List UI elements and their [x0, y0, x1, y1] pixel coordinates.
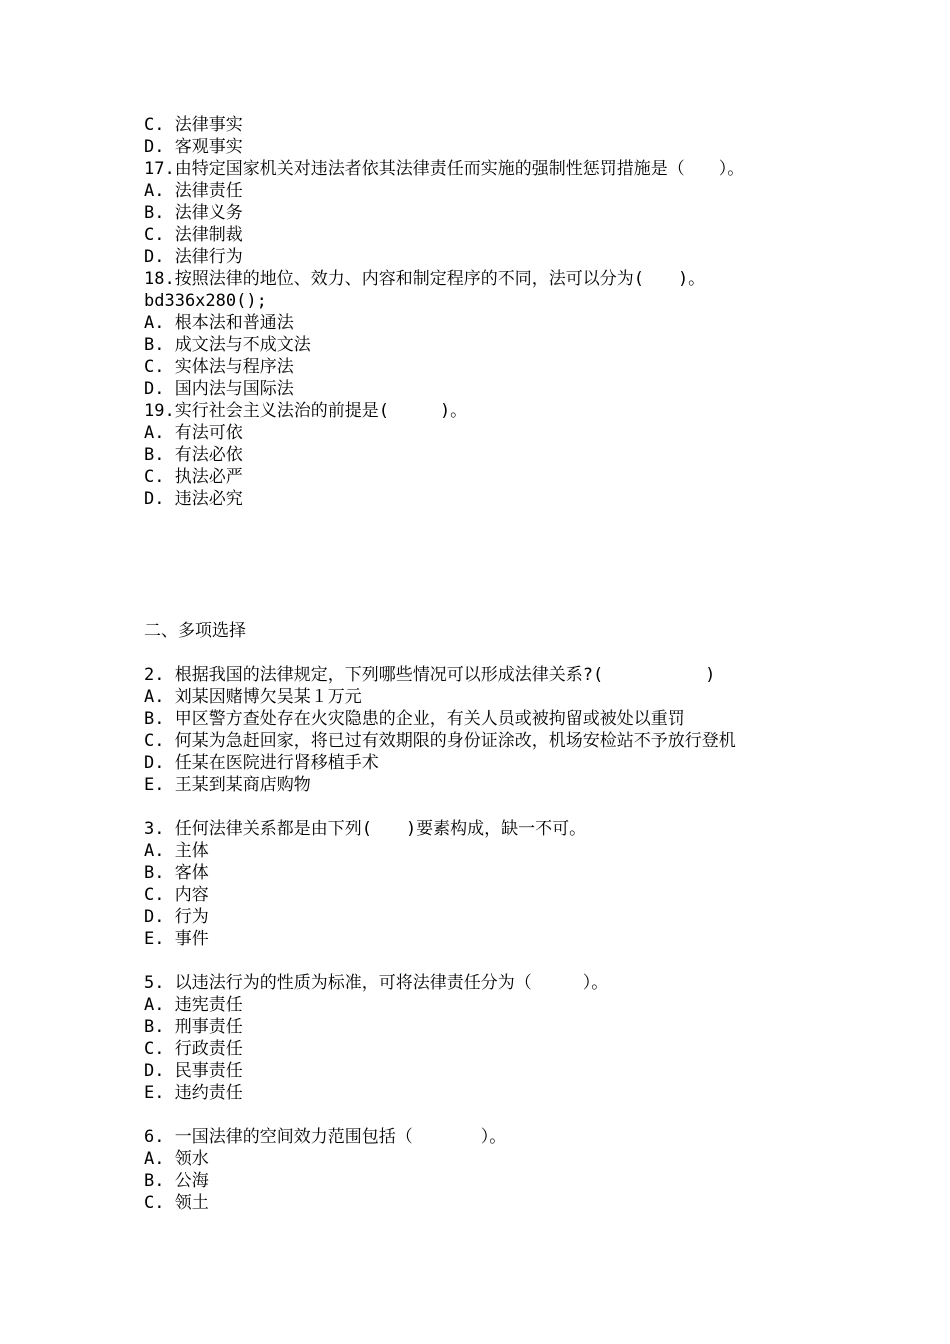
- option-item: D. 民事责任: [144, 1061, 243, 1081]
- question-stem: 3. 任何法律关系都是由下列( )要素构成，缺一不可。: [144, 819, 587, 839]
- option-c: C. 执法必严: [144, 467, 243, 487]
- option-d: D. 违法必究: [144, 489, 243, 509]
- option-a: A. 有法可依: [144, 423, 243, 443]
- option-item: D. 任某在医院进行肾移植手术: [144, 753, 379, 773]
- option-item: B. 甲区警方查处存在火灾隐患的企业，有关人员或被拘留或被处以重罚: [144, 709, 685, 729]
- question-18: [144, 268, 844, 400]
- option-item: C. 行政责任: [144, 1039, 243, 1059]
- section-title: 二、多项选择: [144, 621, 246, 641]
- multi-question: [144, 664, 844, 796]
- spacer: [144, 510, 844, 620]
- option-item: B. 刑事责任: [144, 1017, 243, 1037]
- option-item: B. 客体: [144, 863, 209, 883]
- option-item: E. 违约责任: [144, 1083, 243, 1103]
- option-item: E. 王某到某商店购物: [144, 775, 311, 795]
- option-item: E. 事件: [144, 929, 209, 949]
- question-stem: 2. 根据我国的法律规定，下列哪些情况可以形成法律关系?( ): [144, 665, 716, 685]
- option-d: D. 客观事实: [144, 137, 243, 157]
- question-stem: 19.实行社会主义法治的前提是( )。: [144, 401, 468, 421]
- option-a: A. 法律责任: [144, 181, 243, 201]
- option-b: B. 成文法与不成文法: [144, 335, 311, 355]
- option-item: C. 何某为急赶回家，将已过有效期限的身份证涂改，机场安检站不予放行登机: [144, 731, 736, 751]
- question-19: [144, 400, 844, 510]
- option-a: A. 根本法和普通法: [144, 313, 294, 333]
- spacer: [144, 1104, 844, 1126]
- ad-script-text: bd336x280();: [144, 291, 267, 311]
- multi-choice-questions: [144, 664, 844, 1214]
- option-item: A. 领水: [144, 1149, 209, 1169]
- option-item: C. 领土: [144, 1193, 209, 1213]
- option-d: D. 国内法与国际法: [144, 379, 294, 399]
- q16-options: [144, 114, 844, 158]
- multi-question: [144, 1126, 844, 1214]
- option-b: B. 有法必依: [144, 445, 243, 465]
- option-item: A. 刘某因赌博欠吴某１万元: [144, 687, 362, 707]
- question-stem: 18.按照法律的地位、效力、内容和制定程序的不同，法可以分为( )。: [144, 269, 706, 289]
- option-c: C. 法律制裁: [144, 225, 243, 245]
- option-d: D. 法律行为: [144, 247, 243, 267]
- question-stem: 5. 以违法行为的性质为标准，可将法律责任分为（ ）。: [144, 973, 609, 993]
- multi-question: [144, 972, 844, 1104]
- option-item: A. 违宪责任: [144, 995, 243, 1015]
- spacer: [144, 950, 844, 972]
- option-item: A. 主体: [144, 841, 209, 861]
- question-stem: 17.由特定国家机关对违法者依其法律责任而实施的强制性惩罚措施是（ ）。: [144, 159, 745, 179]
- option-item: D. 行为: [144, 907, 209, 927]
- spacer: [144, 642, 844, 664]
- document-page: [144, 114, 844, 1214]
- question-stem: 6. 一国法律的空间效力范围包括（ ）。: [144, 1127, 507, 1147]
- spacer: [144, 796, 844, 818]
- multi-question: [144, 818, 844, 950]
- option-c: C. 实体法与程序法: [144, 357, 294, 377]
- question-17: [144, 158, 844, 268]
- option-c: C. 法律事实: [144, 115, 243, 135]
- option-b: B. 法律义务: [144, 203, 243, 223]
- option-item: B. 公海: [144, 1171, 209, 1191]
- option-item: C. 内容: [144, 885, 209, 905]
